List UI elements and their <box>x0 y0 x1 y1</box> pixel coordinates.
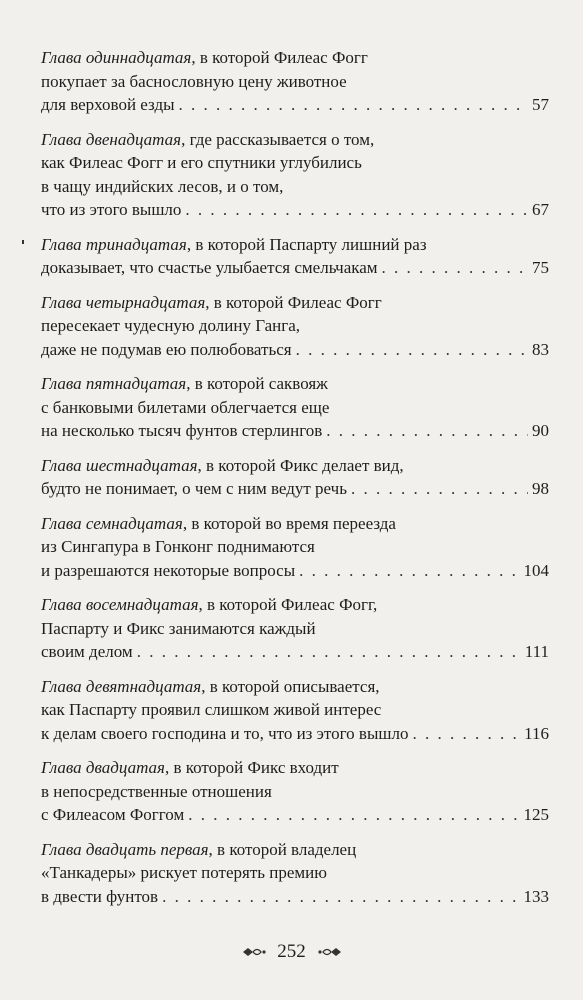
chapter-description: , в которой во время переезда <box>182 513 396 533</box>
toc-line <box>41 314 549 338</box>
toc-line <box>41 454 549 478</box>
page-ref: 104 <box>523 560 549 580</box>
dot-leader <box>326 419 528 443</box>
chapter-title: Глава одиннадцатая <box>41 48 192 67</box>
toc-line <box>41 780 549 804</box>
chapter-description: в непосредственные отношения <box>41 781 272 801</box>
chapter-description: даже не подумав ею полюбоваться <box>41 339 292 359</box>
toc-line <box>41 756 549 780</box>
toc-entry <box>41 291 549 362</box>
left-ornament-icon <box>241 945 267 959</box>
chapter-description: , в которой Фикс делает вид, <box>197 455 404 475</box>
dot-leader <box>299 559 519 583</box>
chapter-title: Глава шестнадцатая <box>41 455 198 475</box>
dot-leader <box>188 803 519 827</box>
chapter-title: Глава тринадцатая <box>41 234 187 254</box>
chapter-description: своим делом <box>41 642 133 661</box>
chapter-description: из Сингапура в Гонконг поднимаются <box>41 537 315 556</box>
page-ref: 90 <box>532 421 549 440</box>
chapter-title: Глава семнадцатая <box>41 513 183 533</box>
toc-line <box>41 338 549 362</box>
toc-line <box>41 419 549 443</box>
page-ref: 57 <box>532 95 549 114</box>
dot-leader <box>137 640 521 664</box>
chapter-title: Глава двадцатая <box>41 758 165 777</box>
toc-line <box>41 175 549 199</box>
chapter-description: будто не понимает, о чем с ним ведут речь <box>41 479 347 498</box>
page-ref: 133 <box>523 886 549 906</box>
chapter-title: Глава двенадцатая <box>41 129 182 149</box>
toc-entry <box>41 838 549 909</box>
chapter-description: , в которой Филеас Фогг <box>205 292 382 312</box>
toc-line <box>41 396 549 420</box>
chapter-description: , в которой описывается, <box>201 676 380 696</box>
chapter-description: , в которой Паспарту лишний раз <box>186 234 427 254</box>
page-footer <box>0 940 583 963</box>
dot-leader <box>296 338 528 362</box>
toc-entry <box>41 593 549 664</box>
margin-mark <box>22 240 24 244</box>
chapter-title: Глава девятнадцатая <box>41 676 202 696</box>
dot-leader <box>412 722 520 746</box>
page-ref: 125 <box>523 805 549 824</box>
chapter-description: , в которой Филеас Фогг, <box>198 595 378 614</box>
dot-leader <box>162 885 519 909</box>
chapter-description: , где рассказывается о том, <box>181 129 375 149</box>
toc-entry <box>41 128 549 222</box>
chapter-description: как Паспарту проявил слишком живой интерес <box>41 700 382 719</box>
chapter-description: к делам своего господина и то, что из этого вышло <box>41 723 409 743</box>
toc-entry <box>41 372 549 443</box>
chapter-description: и разрешаются некоторые вопросы <box>41 560 296 580</box>
toc-line <box>41 372 549 396</box>
toc-line <box>41 861 549 885</box>
toc-line <box>41 198 549 222</box>
chapter-description: с банковыми билетами облегчается еще <box>41 397 330 417</box>
toc-line <box>41 593 549 617</box>
chapter-description: , в которой саквояж <box>186 374 328 393</box>
chapter-title: Глава пятнадцатая <box>41 374 187 393</box>
toc-line <box>41 46 549 70</box>
toc-line <box>41 838 549 862</box>
toc-line <box>41 698 549 722</box>
toc-line <box>41 617 549 641</box>
chapter-description: в двести фунтов <box>41 886 159 906</box>
toc-entry <box>41 756 549 827</box>
toc-line <box>41 675 549 699</box>
toc-line <box>41 291 549 315</box>
chapter-description: что из этого вышло <box>41 200 182 219</box>
toc-line <box>41 535 549 559</box>
toc-line <box>41 70 549 94</box>
toc-line <box>41 477 549 501</box>
toc-line <box>41 885 549 909</box>
page-ref: 75 <box>532 258 549 277</box>
chapter-description: в чащу индийских лесов, и о том, <box>41 176 284 196</box>
dot-leader <box>185 198 528 222</box>
page-ref: 83 <box>532 339 549 359</box>
toc-line <box>41 256 549 280</box>
right-ornament-icon <box>317 945 343 959</box>
toc-line <box>41 512 549 536</box>
toc-entry <box>41 233 549 280</box>
dot-leader <box>351 477 528 501</box>
page-ref: 111 <box>524 642 549 661</box>
chapter-description: , в которой Филеас Фогг <box>191 48 368 67</box>
chapter-description: пересекает чудесную долину Ганга, <box>41 316 301 335</box>
toc-line <box>41 559 549 583</box>
toc-line <box>41 640 549 664</box>
chapter-description: , в которой Фикс входит <box>164 758 339 777</box>
page-number: 252 <box>277 940 306 962</box>
toc-line <box>41 93 549 117</box>
page-ref: 116 <box>524 723 549 743</box>
chapter-description: «Танкадеры» рискует потерять премию <box>41 863 327 882</box>
chapter-title: Глава двадцать первая <box>41 839 209 859</box>
chapter-description: для верховой езды <box>41 95 175 114</box>
toc-line <box>41 803 549 827</box>
dot-leader <box>179 93 528 117</box>
toc-line <box>41 233 549 257</box>
chapter-description: покупает за баснословную цену животное <box>41 71 347 91</box>
toc-line <box>41 722 549 746</box>
page-ref: 67 <box>532 200 549 219</box>
chapter-description: , в которой владелец <box>208 839 357 859</box>
toc-line <box>41 151 549 175</box>
chapter-description: как Филеас Фогг и его спутники углубились <box>41 153 362 172</box>
chapter-description: на несколько тысяч фунтов стерлингов <box>41 421 323 440</box>
chapter-description: с Филеасом Фоггом <box>41 805 185 824</box>
chapter-title: Глава восемнадцатая <box>41 595 199 614</box>
chapter-title: Глава четырнадцатая <box>41 292 206 312</box>
toc-entry <box>41 512 549 583</box>
toc-line <box>41 128 549 152</box>
toc-entry <box>41 46 549 117</box>
chapter-description: Паспарту и Фикс занимаются каждый <box>41 618 316 638</box>
page-ref: 98 <box>532 479 549 498</box>
table-of-contents <box>41 46 549 919</box>
chapter-description: доказывает, что счастье улыбается смельчакам <box>41 258 378 277</box>
toc-entry <box>41 454 549 501</box>
toc-entry <box>41 675 549 746</box>
dot-leader <box>382 256 528 280</box>
